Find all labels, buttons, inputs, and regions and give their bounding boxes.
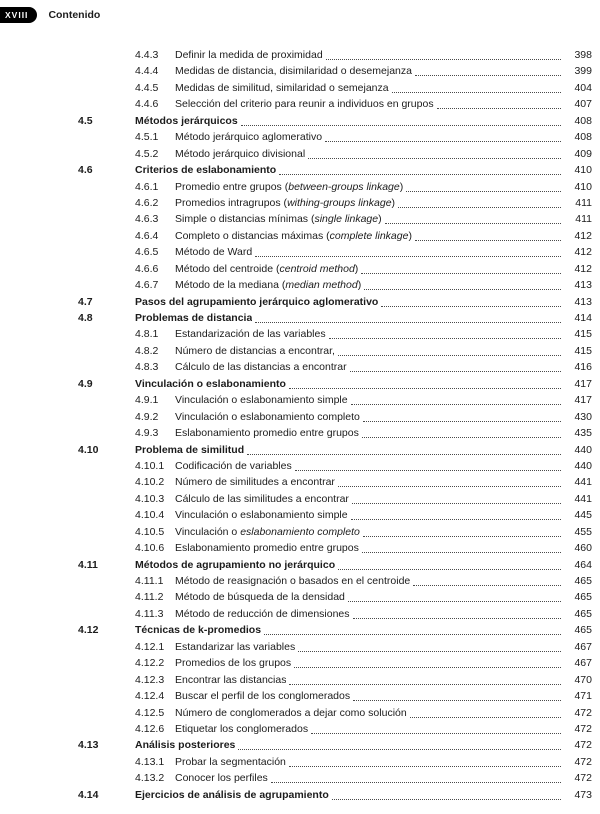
toc-entry [78, 458, 592, 474]
dot-leader [353, 606, 561, 619]
toc-entry-title: Selección del criterio para reunir a individuos en grupos [175, 98, 434, 111]
toc-entry-title: Método jerárquico divisional [175, 147, 306, 160]
toc-entry-title: Definir la medida de proximidad [175, 49, 323, 61]
toc-entry-title: Ejercicios de análisis de agrupamiento [135, 788, 329, 801]
toc-entry-title: Vinculación o eslabonamiento completo [175, 525, 360, 538]
toc-entry-number: 4.11.1 [135, 575, 164, 587]
toc-entry-number: 4.13.1 [135, 755, 165, 768]
dot-leader [406, 179, 561, 192]
toc-entry-title: Método del centroide (centroid method) [175, 262, 359, 275]
dot-leader [279, 162, 561, 175]
toc-entry-page: 417 [574, 377, 592, 390]
dot-leader [289, 754, 561, 767]
toc-entry-title: Técnicas de k-promedios [135, 624, 262, 637]
toc-entry-page: 415 [574, 344, 592, 357]
toc-entry [78, 442, 592, 458]
dot-leader [348, 589, 561, 602]
toc-entry-title: Análisis posteriores [135, 739, 236, 752]
dot-leader [241, 113, 561, 126]
toc-entry-title: Métodos jerárquicos [135, 114, 238, 127]
toc-entry [78, 326, 592, 342]
toc-entry [78, 705, 592, 721]
toc-entry-number: 4.13 [78, 739, 99, 752]
dot-leader [338, 343, 561, 356]
dot-leader [363, 524, 561, 537]
toc-entry [78, 47, 592, 63]
toc-entry-page: 472 [574, 772, 592, 785]
toc-entry-title: Promedios intragrupos (withing-groups linkage) [175, 196, 396, 209]
dot-leader [398, 195, 561, 208]
toc-entry [78, 524, 592, 540]
toc-entry-title: Vinculación o eslabonamiento completo [175, 410, 360, 423]
toc-entry-title: Codificación de variables [175, 459, 292, 472]
toc-entry [78, 606, 592, 622]
toc-entry-number: 4.11.3 [135, 607, 164, 620]
toc-entry-title: Completo o distancias máximas (complete linkage) [175, 229, 412, 242]
toc-entry [78, 146, 592, 162]
toc-entry-number: 4.10.4 [135, 509, 165, 522]
header-title: Contenido [48, 9, 101, 21]
toc-entry-title: Simple o distancias mínimas (single linkage) [175, 213, 382, 226]
toc-entry [78, 425, 592, 441]
toc-entry-title: Medidas de similitud, similaridad o semejanza [175, 81, 389, 94]
toc-entry [78, 639, 592, 655]
toc-entry-page: 467 [574, 657, 592, 670]
toc-entry-number: 4.8.2 [135, 344, 159, 357]
toc-entry-number: 4.9.2 [135, 410, 159, 423]
toc-entry [78, 244, 592, 260]
toc-entry-page: 440 [574, 459, 592, 472]
toc-entry-page: 471 [574, 690, 592, 703]
toc-entry-page: 441 [574, 476, 592, 489]
toc-entry-number: 4.6.5 [135, 246, 159, 259]
toc-entry [78, 770, 592, 786]
toc-entry-number: 4.6.4 [135, 229, 159, 242]
dot-leader [295, 458, 561, 471]
toc-entry-number: 4.9.1 [135, 394, 159, 407]
toc-entry-page: 465 [574, 575, 592, 587]
toc-entry-number: 4.7 [78, 295, 93, 308]
toc-entry [78, 672, 592, 688]
dot-leader [415, 63, 561, 76]
toc-entry-page: 472 [574, 739, 592, 752]
toc-entry-title: Problema de similitud [135, 443, 245, 456]
toc-entry-page: 409 [574, 147, 592, 160]
toc-entry-title: Vinculación o eslabonamiento simple [175, 394, 348, 407]
toc-entry [78, 343, 592, 359]
toc-entry-page: 464 [574, 558, 592, 571]
toc-entry-title: Conocer los perfiles [175, 772, 268, 785]
toc-entry [78, 474, 592, 490]
toc-entry-page: 455 [574, 525, 592, 538]
toc-entry [78, 557, 592, 573]
toc-entry-page: 408 [574, 114, 592, 127]
toc-entry-page: 460 [574, 542, 592, 555]
toc-entry [78, 162, 592, 178]
toc-entry-page: 399 [574, 65, 592, 78]
dot-leader [352, 491, 561, 504]
toc-entry-number: 4.12.6 [135, 722, 165, 735]
toc-entry-number: 4.8.1 [135, 328, 159, 341]
toc-entry [78, 655, 592, 671]
toc-entry-number: 4.9 [78, 377, 93, 390]
toc-entry-title: Eslabonamiento promedio entre grupos [175, 427, 359, 440]
toc-entry-page: 413 [574, 279, 592, 292]
toc-entry-page: 410 [574, 180, 592, 193]
dot-leader [353, 688, 561, 701]
toc-entry [78, 721, 592, 737]
toc-entry-number: 4.10.6 [135, 542, 165, 555]
toc-entry-number: 4.12.2 [135, 657, 165, 670]
toc-entry-page: 411 [575, 213, 592, 226]
toc-entry-number: 4.12.4 [135, 690, 165, 703]
dot-leader [311, 721, 561, 734]
toc-entry [78, 129, 592, 145]
toc-entry-page: 472 [574, 722, 592, 735]
dot-leader [271, 770, 561, 783]
toc-entry-title: Cálculo de las similitudes a encontrar [175, 492, 349, 505]
dot-leader [385, 211, 561, 224]
toc-entry-number: 4.10 [78, 443, 99, 456]
toc-entry-number: 4.8 [78, 312, 93, 324]
dot-leader [238, 737, 561, 750]
toc-entry-number: 4.14 [78, 788, 99, 801]
toc-entry-number: 4.4.4 [135, 65, 159, 78]
toc-entry [78, 507, 592, 523]
toc-entry-number: 4.12.1 [135, 640, 165, 653]
dot-leader [437, 96, 561, 109]
toc-entry-title: Etiquetar los conglomerados [175, 722, 309, 735]
toc-entry [78, 310, 592, 326]
toc-entry-page: 472 [574, 706, 592, 719]
dot-leader [415, 228, 561, 241]
toc-entry-title: Encontrar las distancias [175, 673, 287, 686]
dot-leader [361, 261, 561, 274]
toc-entry-title: Estandarización de las variables [175, 328, 326, 341]
toc-entry-number: 4.6.6 [135, 262, 159, 275]
toc-entry-number: 4.5.2 [135, 147, 159, 160]
toc-entry [78, 211, 592, 227]
dot-leader [325, 129, 561, 142]
toc-entry-page: 404 [574, 81, 592, 94]
toc-entry [78, 359, 592, 375]
page-header [0, 0, 600, 23]
toc-entry-page: 430 [574, 410, 592, 423]
toc-entry [78, 228, 592, 244]
toc-entry [78, 179, 592, 195]
dot-leader [392, 80, 561, 93]
toc-entry [78, 376, 592, 392]
toc-entry-title: Número de conglomerados a dejar como solución [175, 706, 407, 719]
toc-entry-title: Promedio entre grupos (between-groups linkage) [175, 180, 404, 193]
toc-entry-number: 4.6.3 [135, 213, 159, 226]
toc-entry-number: 4.6 [78, 164, 93, 177]
toc-entry-title: Problemas de distancia [135, 312, 253, 324]
toc-entry-page: 473 [574, 788, 592, 801]
toc-entry [78, 261, 592, 277]
toc-entry-number: 4.4.6 [135, 98, 159, 111]
toc-entry-page: 465 [574, 624, 592, 637]
toc-entry-page: 412 [574, 229, 592, 242]
toc-entry [78, 573, 592, 589]
toc-entry-number: 4.11.2 [135, 591, 164, 604]
toc-entry-number: 4.11 [78, 558, 98, 571]
toc-entry-page: 415 [574, 328, 592, 341]
toc-entry-title: Método de búsqueda de la densidad [175, 591, 345, 604]
dot-leader [289, 376, 561, 389]
dot-leader [308, 146, 561, 159]
toc-entry-title: Método jerárquico aglomerativo [175, 131, 323, 144]
toc-entry [78, 737, 592, 753]
toc-entry-page: 470 [574, 673, 592, 686]
toc-entry-title: Método de la mediana (median method) [175, 279, 362, 292]
toc-entry-number: 4.12.5 [135, 706, 165, 719]
toc-entry-title: Número de similitudes a encontrar [175, 476, 335, 489]
toc-entry [78, 63, 592, 79]
toc-entry-page: 465 [574, 607, 592, 620]
toc-entry-number: 4.12.3 [135, 673, 165, 686]
toc-entry-page: 441 [574, 492, 592, 505]
toc-entry-page: 472 [574, 755, 592, 768]
toc-entry [78, 589, 592, 605]
dot-leader [413, 573, 561, 586]
toc-entry-page: 416 [574, 361, 592, 374]
toc-entry-number: 4.10.5 [135, 525, 165, 538]
toc-entry-title: Métodos de agrupamiento no jerárquico [135, 558, 336, 571]
toc-entry-number: 4.5.1 [135, 131, 159, 144]
toc-entry [78, 409, 592, 425]
toc-entry [78, 294, 592, 310]
toc-entry-title: Probar la segmentación [175, 755, 286, 768]
toc-entry-page: 412 [574, 262, 592, 275]
toc-entry-page: 414 [574, 312, 592, 324]
toc-entry [78, 392, 592, 408]
toc-entry [78, 113, 592, 129]
toc-entry [78, 622, 592, 638]
dot-leader [247, 442, 561, 455]
toc-entry [78, 195, 592, 211]
dot-leader [364, 277, 561, 290]
dot-leader [294, 655, 561, 668]
toc-entry-page: 435 [574, 427, 592, 440]
toc-entry-title: Buscar el perfil de los conglomerados [175, 690, 351, 703]
toc-entry-title: Vinculación o eslabonamiento [135, 377, 286, 390]
dot-leader [381, 294, 561, 307]
toc-entry-title: Vinculación o eslabonamiento simple [175, 509, 348, 522]
toc-list [78, 47, 592, 803]
dot-leader [255, 310, 561, 323]
dot-leader [255, 244, 561, 257]
toc-entry-page: 410 [574, 164, 592, 177]
dot-leader [298, 639, 561, 652]
dot-leader [410, 705, 561, 718]
dot-leader [351, 392, 561, 405]
toc-entry [78, 277, 592, 293]
toc-entry-number: 4.12 [78, 624, 99, 637]
dot-leader [351, 507, 561, 520]
toc-entry-page: 412 [574, 246, 592, 259]
toc-entry-page: 398 [574, 49, 592, 61]
toc-entry-page: 411 [575, 196, 592, 209]
dot-leader [332, 787, 561, 800]
toc-entry-title: Promedios de los grupos [175, 657, 292, 670]
toc-entry-number: 4.6.1 [135, 180, 159, 193]
toc-entry-number: 4.5 [78, 114, 93, 127]
toc-entry-title: Medidas de distancia, disimilaridad o desemejanza [175, 65, 412, 78]
toc-entry-number: 4.4.5 [135, 81, 159, 94]
toc-entry-title: Estandarizar las variables [175, 640, 296, 653]
toc-entry [78, 754, 592, 770]
dot-leader [338, 474, 561, 487]
toc-entry-title: Eslabonamiento promedio entre grupos [175, 542, 359, 555]
toc-entry-title: Pasos del agrupamiento jerárquico aglomerativo [135, 295, 379, 308]
dot-leader [326, 47, 561, 60]
dot-leader [362, 425, 561, 438]
toc-entry-title: Criterios de eslabonamiento [135, 164, 277, 177]
toc-entry [78, 688, 592, 704]
toc-entry-page: 467 [574, 640, 592, 653]
toc-entry-page: 408 [574, 131, 592, 144]
toc-entry-number: 4.13.2 [135, 772, 165, 785]
toc-entry-title: Método de Ward [175, 246, 253, 259]
toc-entry-number: 4.8.3 [135, 361, 159, 374]
toc-entry-title: Método de reasignación o basados en el centroide [175, 575, 411, 587]
dot-leader [338, 557, 561, 570]
toc-entry [78, 80, 592, 96]
dot-leader [362, 540, 561, 553]
toc-entry-title: Cálculo de las distancias a encontrar [175, 361, 347, 374]
toc-entry-number: 4.9.3 [135, 427, 159, 440]
page-number-badge: XVIII [0, 7, 37, 23]
toc-entry-page: 417 [574, 394, 592, 407]
toc-entry-title: Método de reducción de dimensiones [175, 607, 350, 620]
toc-entry-title: Número de distancias a encontrar, [175, 344, 335, 357]
toc-entry-page: 413 [574, 295, 592, 308]
dot-leader [363, 409, 561, 422]
toc-entry-page: 440 [574, 443, 592, 456]
dot-leader [329, 326, 561, 339]
toc-entry-page: 407 [574, 98, 592, 111]
toc-entry-number: 4.4.3 [135, 49, 159, 61]
dot-leader [264, 622, 561, 635]
toc-entry-number: 4.10.2 [135, 476, 165, 489]
toc-entry [78, 787, 592, 803]
toc-entry [78, 96, 592, 112]
toc-entry [78, 491, 592, 507]
toc-entry-number: 4.6.2 [135, 196, 159, 209]
toc-entry-number: 4.10.3 [135, 492, 165, 505]
toc-entry-page: 445 [574, 509, 592, 522]
dot-leader [350, 359, 561, 372]
toc-entry [78, 540, 592, 556]
toc-entry-number: 4.10.1 [135, 459, 165, 472]
dot-leader [289, 672, 561, 685]
toc-entry-page: 465 [574, 591, 592, 604]
toc-entry-number: 4.6.7 [135, 279, 159, 292]
